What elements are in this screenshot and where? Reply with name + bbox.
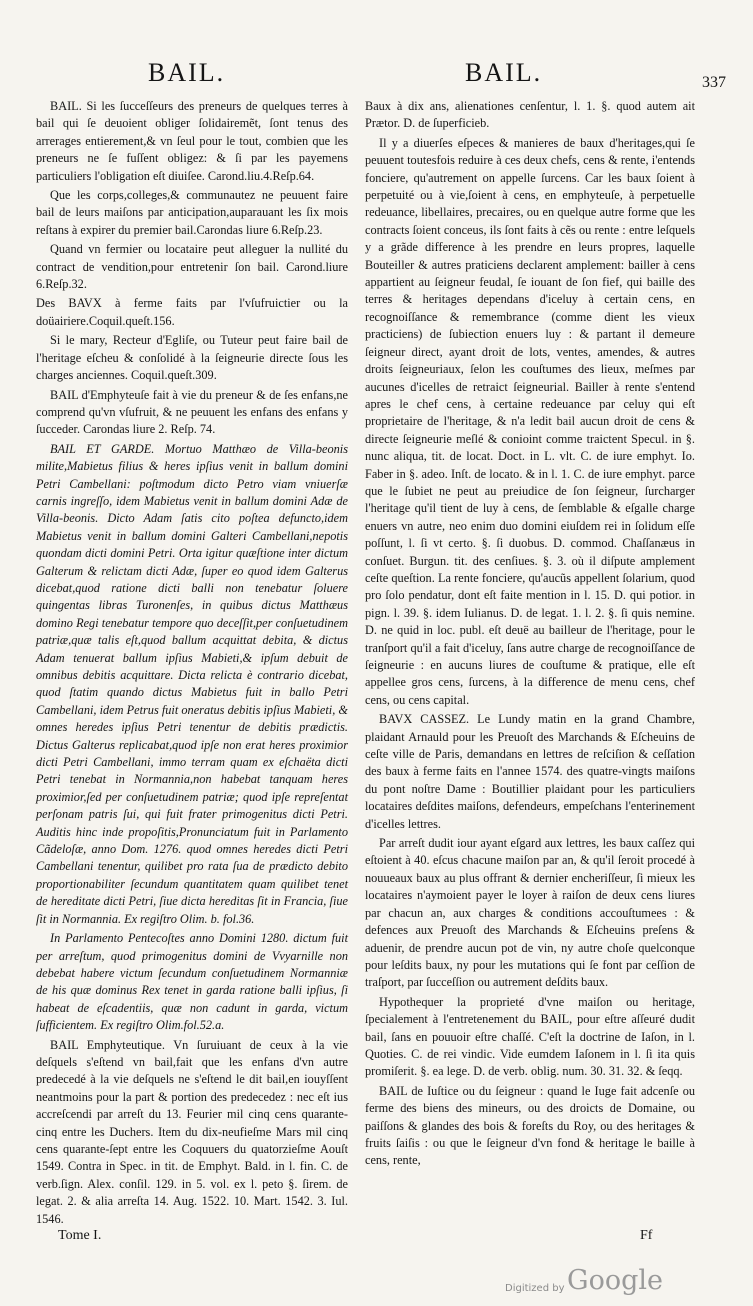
paragraph: BAIL d'Emphyteuſe fait à vie du preneur & de ſes enfans,ne comprend qu'vn vſufruit, & ne peuuent les enfans des enfans y ſucceder. Carondas liure 2. Reſp. 74. bbox=[36, 387, 348, 437]
paragraph: Par arreſt dudit iour ayant eſgard aux lettres, les baux caſſez qui eſtoient à 40. eſcus chacune maiſon par an, & qu'il ſeroit procedé à nouueaux baux au plus offrant & dernier encheriſſeur, ſi mieux les locataires n'aymoient payer le loyer à raiſon de deux cens liures par chacun an, aux charges & conditions accouſtumees : & defences aux Preuoſt des Marchands & Eſcheuins preſens & aduenir, de prendre aucun pot de vin, ny autre choſe quelconque pour leſdits baux, ny pour les mutations qui ſe font par ceſſion de traſport, par ſucceſſion ou autrement deſdits baux. bbox=[365, 836, 695, 990]
header-right-title: BAIL. bbox=[465, 58, 543, 87]
paragraph: Si le mary, Recteur d'Egliſe, ou Tuteur peut faire bail de l'heritage eſcheu & conſolidé à la ſeigneurie directe ſous les charges anciennes. Coquil.queſt.309. bbox=[36, 333, 348, 383]
paragraph: In Parlamento Pentecoſtes anno Domini 1280. dictum fuit per arreſtum, quod primogenitus domini de Vvyarnille non debebat habere victum ſecundum conſuetudinem Normanniæ de his quæ dominus Rex tenet in garda ratione balli ipſius, ſi habeat de eſcadentiis, quæ non cadunt in garda, victum ſufficientem. Ex regiſtro Olim.fol.52.a. bbox=[36, 931, 348, 1033]
paragraph: BAIL Emphyteutique. Vn ſuruiuant de ceux à la vie deſquels s'eſtend vn bail,fait que les enfans d'vn autre predecedé à la vie deſquels ne s'eſtend le dit bail,en iouyſſent neantmoins pour la part & portion des predecedez : nec eſt ius accreſcendi par arreſt du 13. Feurier mil cinq cens quarante-cinq entre les Duchers. Item du dix-neufieſme Mars mil cinq cens quarante-ſept entre les Coquuers du quatorzieſme Aouſt 1549. Contra in Spec. in tit. de Emphyt. Bald. in l. fin. C. de verb.ſign. Alex. conſil. 129. in 5. vol. ex l. peto §. ſirem. de legat. 2. & alia arreſta 14. Aug. 1522. 10. Mart. 1542. 3. Iul. 1546. bbox=[36, 1037, 348, 1226]
paragraph: Des BAVX à ferme faits par l'vſufruictier ou la doüairiere.Coquil.queſt.156. bbox=[36, 296, 348, 328]
running-header bbox=[0, 58, 753, 98]
google-logo: Google bbox=[567, 1265, 663, 1296]
paragraph: Quand vn fermier ou locataire peut alleguer la nullité du contract de vendition,pour entretenir ſon bail. Carond.liure 6.Reſp.32. bbox=[36, 242, 348, 292]
digitized-watermark bbox=[505, 1265, 705, 1299]
page-number: 337 bbox=[702, 74, 726, 91]
footer-signature: Ff bbox=[640, 1228, 653, 1243]
paragraph: Baux à dix ans, alienationes cenſentur, l. 1. §. quod autem ait Prætor. D. de ſuperficieb. bbox=[365, 99, 695, 131]
paragraph: BAIL de Iuſtice ou du ſeigneur : quand le Iuge fait adcenſe ou ferme des biens des mineurs, ou des droicts de Domaine, ou paiſſons & glandes des bois & foreſts du Roy, ou des heritages & fruits ſaiſis : ou que le ſeigneur d'vn fond & heritage le baille à cens, rente, bbox=[365, 1083, 695, 1168]
header-left-title: BAIL. bbox=[148, 58, 226, 87]
left-column bbox=[36, 98, 348, 1230]
watermark-prefix: Digitized by bbox=[505, 1283, 565, 1294]
paragraph: BAIL ET GARDE. Mortuo Matthæo de Villa-beonis milite,Mabietus filius & heres ipſius venit in ballum domini Petri Cambellani: poſtmodum dicto Petro viam vniuerſæ carnis ingreſſo, idem Mabietus venit in ballum domini Adæ de Villa-beonis. Dicto Adam ſatis cito poſtea defuncto,idem Mabietus venit in ballum domini Galteri Cambellani,nepotis quondam dicti domini Petri. Orta igitur quæſtione inter dictum Galterum & relictam dicti Adæ, ſuper eo quod idem Galterus dicebat,quod ratione dicti balli non tenebatur ſoluere quingentas libras Turonenſes, in quibus dictus Matthæus domino Regi tenebatur tempore quo deceſſit,per conſuetudinem patriæ,quæ talis eſt,quod ballum acquittat debita, & dictus Adam tenuerat ballum ipſius Mabieti,& ipſum debuit de omnibus debitis acquittare. Dicta relicta è contrario dicebat, quod ſtatim quando dictus Mabietus fuit in ballo Petri Cambellani, idem Petrus fuit oneratus debitis ipſius Mabieti, & omnes heredes ipſius Petri tenentur de debitis prædictis. Dictus Galterus replicabat,quod ipſe non erat heres proximior dicti Petri Cambellani, immo terram quam ex eſchaëta dicti Petri tenebat in Normannia,non habebat tanquam heres proximior,ſed per conſuetudinem patriæ; quod ipſe repreſentat perſonam patris ſui, qui fuit frater primogenitus dicti Petri. Auditis hinc inde propoſitis,Pronunciatum fuit in Parlamento Cãdeloſæ, anno Dom. 1276. quod omnes heredes dicti Petri Cambellani tenentur, quilibet pro rata ſua de prædicto debito proportionabiliter ſecundum quantitatem quam quilibet tenet de hereditate dicti Petri, ſiue dicta hereditas ſit in Francia, ſiue ſit in Normannia. Ex regiſtro Olim. b. fol.36. bbox=[36, 441, 348, 926]
right-column bbox=[365, 98, 695, 1172]
paragraph: BAVX CASSEZ. Le Lundy matin en la grand Chambre, plaidant Arnauld pour les Preuoſt des Marchands & Eſcheuins de ceſte ville de Paris, demandans en lettres de reſciſion & ceſſation des baux à ferme faits en l'annee 1574. des quatre-vingts maiſons du pont noſtre Dame : Boutillier plaidant pour les particuliers locataires deſdites maiſons, defendeurs, empeſchans l'enterinement d'icelles lettres. bbox=[365, 712, 695, 831]
footer-volume: Tome I. bbox=[58, 1228, 102, 1243]
paragraph: BAIL. Si les ſucceſſeurs des preneurs de quelques terres à bail qui ſe deuoient obliger ſolidairemẽt, ſont tenus des arrerages entierement,& vn ſeul pour le tout, combien que les preneurs ne ſe fuſſent obligez: & ſi par les payemens particuliers l'obligation eſt diuiſee. Carond.liu.4.Reſp.64. bbox=[36, 99, 348, 183]
paragraph: Hypothequer la proprieté d'vne maiſon ou heritage, ſpecialement à l'entretenement du BAIL, pour eſtre aſſeuré dudit bail, ſans en pouuoir eſtre chaſſé. C'eſt la doctrine de Iaſon, in l. Quoties. C. de rei vindic. Vide eumdem Iaſonem in l. ſi ita quis promiſerit. §. ea lege. D. de verb. oblig. num. 30. 31. 32. & ſeqq. bbox=[365, 994, 695, 1079]
paragraph: Que les corps,colleges,& communautez ne peuuent faire bail de leurs maiſons par anticipation,auparauant les ſix mois reſtans à expirer du premier bail.Carondas liure 6.Reſp.23. bbox=[36, 188, 348, 237]
paragraph: Il y a diuerſes eſpeces & manieres de baux d'heritages,qui ſe peuuent toutesfois reduire à ces deux chefs, cens & rente, i'entends fonciere, qu'autrement on appelle ſurcens. Car les baux ſoient à perpetuité ou à vie,ſoient à cens, en emphyteuſe, à perpetuelle redeuance, libellaires, precaires, ou en quelque autre forme que les contracts ſoient conceus, ils ſont faits à cẽs ou rente : entre leſquels y a grãde difference à les prendre en leurs propres, laquelle Bouteiller & autres praticiens declarent amplement: bailler à cens appartient au ſeigneur feudal, ſe iouant de ſon fief, qui baille des terres & heritages dependans d'iceluy à certain cens, en recognoiſſance & remembrance (comme dient les vieux practiciens) de ſubiection enuers luy : & partant il demeure ſeigneur direct, ayant droit de lots, ventes, amendes, & autres droits ſeigneuriaux, ſelon les couſtumes des lieux, meſmes par aucunes d'icelles de retraict ſeigneurial. Bailler à rente s'entend apres le chef cens, à certaine redeuance par celuy qui eſt proprietaire de l'heritage, & n'a ledit bail aucun droit de cens & directe ſeigneurie meſlé & conioint comme traictent Specul. in §. nunc aliqua, tit. de locat. Doct. in L. vlt. C. de iure emphyt. Io. Faber in §. adeo. Inſt. de locato. & in l. 1. C. de iure emphyt. parce que le ſubiet ne peut au preiudice de ſon ſeigneur, ſurcharger l'heritage qu'il tient de luy à cens, de ſemblable & eſgalle charge enuers vn autre, neo enim duo domini eiuſdem rei in ſolidum eſſe poſſunt, l. ſi vt certo. §. ſi duobus. D. commod. Chaſſanæus in conſuet. Burgun. tit. des cenſiues. §. 3. où il diſpute amplement ceſte queſtion. La rente fonciere, qu'aucũs appellent ſolarium, quod pro ſolo pendatur, dont eſt faite mention in l. 15. D. qui potior. in pign. l. 39. §. idem Iulianus. D. de legat. 1. l. 2. §. ſi quis nemine. D. ne quid in loc. publ. eſt deuë au bailleur de l'heritage, pour le tranſport qu'il a fait d'iceluy, ſans autre charge de recognoiſſance de ſeigneurie : en aucuns liures de couſtume & pratique, elle eſt appellee gros cens, ſurcens, à la difference de menu cens, chef cens, ou cens capital. bbox=[365, 135, 695, 707]
